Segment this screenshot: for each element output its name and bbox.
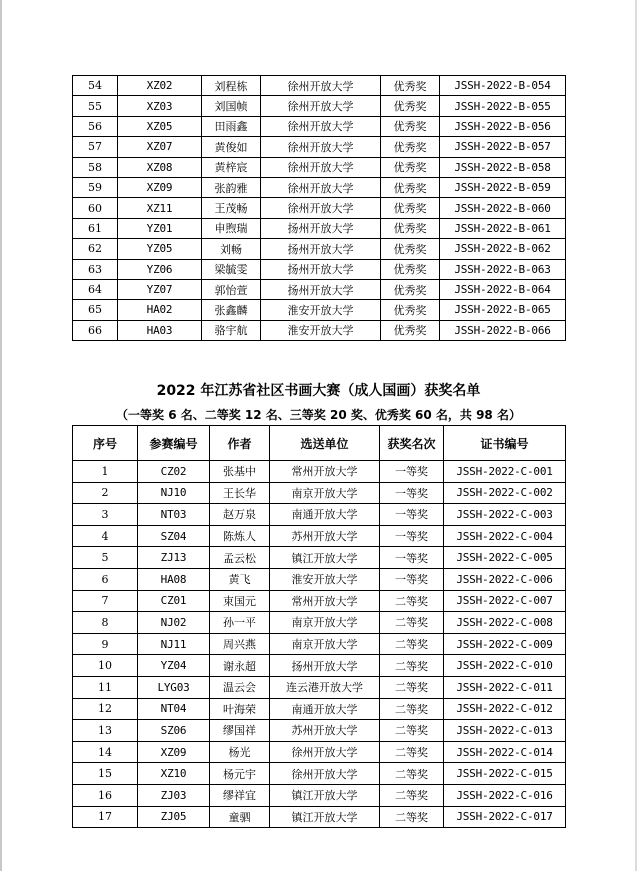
cell-author: 梁毓雯 [202,259,261,279]
cell-certificate: JSSH-2022-C-011 [444,676,566,698]
table-row [73,655,566,677]
cell-serial: 16 [73,784,138,806]
cell-award: 优秀奖 [381,198,440,218]
cell-author: 孟云松 [210,547,270,569]
table-row [73,784,566,806]
cell-author: 杨光 [210,741,270,763]
table-row [73,239,566,259]
cell-award: 二等奖 [380,784,444,806]
cell-unit: 徐州开放大学 [261,116,381,136]
cell-award: 二等奖 [380,590,444,612]
table-row [73,198,566,218]
cell-unit: 南京开放大学 [270,612,380,634]
header-unit: 选送单位 [270,426,380,461]
table-row [73,741,566,763]
cell-author: 张鑫麟 [202,300,261,320]
cell-author: 叶海荣 [210,698,270,720]
cell-unit: 扬州开放大学 [261,239,381,259]
cell-entry-code: NJ02 [138,612,210,634]
cell-unit: 扬州开放大学 [270,655,380,677]
cell-unit: 常州开放大学 [270,590,380,612]
cell-entry-code: XZ10 [138,763,210,785]
awards-table [72,425,566,828]
cell-entry-code: YZ06 [118,259,202,279]
cell-award: 优秀奖 [381,279,440,299]
cell-certificate: JSSH-2022-C-005 [444,547,566,569]
cell-author: 赵万泉 [210,504,270,526]
cell-unit: 连云港开放大学 [270,676,380,698]
cell-serial: 8 [73,612,138,634]
cell-award: 优秀奖 [381,177,440,197]
cell-unit: 南通开放大学 [270,698,380,720]
table-row [73,547,566,569]
cell-unit: 徐州开放大学 [270,741,380,763]
cell-serial: 10 [73,655,138,677]
cell-serial: 58 [73,157,118,177]
cell-entry-code: YZ07 [118,279,202,299]
cell-entry-code: HA02 [118,300,202,320]
header-certificate: 证书编号 [444,426,566,461]
cell-serial: 3 [73,504,138,526]
cell-unit: 南京开放大学 [270,482,380,504]
cell-serial: 2 [73,482,138,504]
table-row [73,137,566,157]
cell-certificate: JSSH-2022-B-054 [440,76,566,96]
table-row [73,482,566,504]
cell-serial: 13 [73,720,138,742]
cell-serial: 6 [73,568,138,590]
cell-award: 一等奖 [380,568,444,590]
table-row [73,76,566,96]
cell-author: 骆宇航 [202,320,261,340]
cell-award: 二等奖 [380,633,444,655]
cell-entry-code: XZ03 [118,96,202,116]
cell-certificate: JSSH-2022-C-006 [444,568,566,590]
cell-author: 杨元宇 [210,763,270,785]
cell-certificate: JSSH-2022-B-065 [440,300,566,320]
cell-award: 二等奖 [380,676,444,698]
cell-serial: 14 [73,741,138,763]
cell-serial: 60 [73,198,118,218]
cell-certificate: JSSH-2022-C-010 [444,655,566,677]
cell-certificate: JSSH-2022-B-058 [440,157,566,177]
cell-award: 优秀奖 [381,239,440,259]
cell-author: 周兴燕 [210,633,270,655]
cell-award: 二等奖 [380,612,444,634]
cell-unit: 南通开放大学 [270,504,380,526]
cell-award: 二等奖 [380,806,444,828]
cell-entry-code: NJ11 [138,633,210,655]
cell-unit: 徐州开放大学 [270,763,380,785]
cell-certificate: JSSH-2022-B-063 [440,259,566,279]
cell-certificate: JSSH-2022-C-012 [444,698,566,720]
table-row [73,568,566,590]
cell-entry-code: XZ11 [118,198,202,218]
cell-award: 二等奖 [380,763,444,785]
cell-award: 一等奖 [380,504,444,526]
cell-unit: 淮安开放大学 [270,568,380,590]
cell-serial: 59 [73,177,118,197]
cell-unit: 常州开放大学 [270,461,380,483]
cell-serial: 54 [73,76,118,96]
cell-author: 孙一平 [210,612,270,634]
cell-certificate: JSSH-2022-B-061 [440,218,566,238]
cell-award: 优秀奖 [381,300,440,320]
cell-certificate: JSSH-2022-C-016 [444,784,566,806]
cell-unit: 徐州开放大学 [261,177,381,197]
cell-unit: 扬州开放大学 [261,218,381,238]
table-row [73,461,566,483]
cell-serial: 17 [73,806,138,828]
cell-unit: 南京开放大学 [270,633,380,655]
cell-entry-code: HA08 [138,568,210,590]
cell-certificate: JSSH-2022-C-009 [444,633,566,655]
cell-certificate: JSSH-2022-C-007 [444,590,566,612]
cell-award: 二等奖 [380,720,444,742]
table-row [73,806,566,828]
cell-certificate: JSSH-2022-C-017 [444,806,566,828]
cell-author: 黄俊如 [202,137,261,157]
cell-author: 刘国帧 [202,96,261,116]
section-subtitle: （一等奖 6 名、二等奖 12 名、三等奖 20 奖、优秀奖 60 名，共 98 名） [116,408,521,422]
table-row [73,157,566,177]
cell-serial: 57 [73,137,118,157]
cell-unit: 徐州开放大学 [261,157,381,177]
cell-author: 缪祥宜 [210,784,270,806]
cell-entry-code: SZ06 [138,720,210,742]
header-entry-code: 参赛编号 [138,426,210,461]
cell-serial: 66 [73,320,118,340]
cell-unit: 扬州开放大学 [261,279,381,299]
cell-author: 陈炼人 [210,525,270,547]
cell-entry-code: CZ02 [138,461,210,483]
cell-award: 优秀奖 [381,218,440,238]
cell-certificate: JSSH-2022-C-001 [444,461,566,483]
table-row [73,763,566,785]
cell-entry-code: CZ01 [138,590,210,612]
cell-author: 张韵雅 [202,177,261,197]
cell-author: 刘程栋 [202,76,261,96]
cell-certificate: JSSH-2022-C-002 [444,482,566,504]
header-award: 获奖名次 [380,426,444,461]
cell-certificate: JSSH-2022-B-064 [440,279,566,299]
cell-award: 二等奖 [380,698,444,720]
table-row [73,698,566,720]
cell-unit: 徐州开放大学 [261,137,381,157]
cell-author: 束国元 [210,590,270,612]
cell-certificate: JSSH-2022-B-066 [440,320,566,340]
cell-entry-code: XZ08 [118,157,202,177]
cell-certificate: JSSH-2022-C-008 [444,612,566,634]
cell-author: 黄梓宸 [202,157,261,177]
cell-certificate: JSSH-2022-B-060 [440,198,566,218]
table-row [73,218,566,238]
cell-serial: 63 [73,259,118,279]
cell-certificate: JSSH-2022-C-015 [444,763,566,785]
cell-entry-code: ZJ03 [138,784,210,806]
cell-author: 王长华 [210,482,270,504]
table-row [73,279,566,299]
table-row [73,720,566,742]
cell-entry-code: XZ09 [118,177,202,197]
cell-entry-code: NJ10 [138,482,210,504]
cell-serial: 55 [73,96,118,116]
cell-certificate: JSSH-2022-B-057 [440,137,566,157]
cell-entry-code: XZ02 [118,76,202,96]
cell-award: 优秀奖 [381,137,440,157]
section-title: 2022 年江苏省社区书画大赛（成人国画）获奖名单 [156,383,481,399]
cell-serial: 64 [73,279,118,299]
cell-serial: 15 [73,763,138,785]
cell-unit: 镇江开放大学 [270,806,380,828]
cell-unit: 镇江开放大学 [270,784,380,806]
cell-entry-code: XZ07 [118,137,202,157]
cell-award: 优秀奖 [381,76,440,96]
cell-certificate: JSSH-2022-C-013 [444,720,566,742]
cell-certificate: JSSH-2022-C-003 [444,504,566,526]
cell-award: 优秀奖 [381,96,440,116]
cell-entry-code: ZJ05 [138,806,210,828]
cell-unit: 苏州开放大学 [270,720,380,742]
cell-entry-code: YZ05 [118,239,202,259]
cell-unit: 镇江开放大学 [270,547,380,569]
cell-serial: 5 [73,547,138,569]
cell-author: 温云会 [210,676,270,698]
cell-unit: 淮安开放大学 [261,300,381,320]
page-edge [0,0,2,871]
cell-unit: 淮安开放大学 [261,320,381,340]
cell-award: 二等奖 [380,741,444,763]
cell-author: 申煦瑞 [202,218,261,238]
table-row [73,259,566,279]
cell-author: 童驷 [210,806,270,828]
table-row [73,525,566,547]
cell-unit: 徐州开放大学 [261,198,381,218]
header-author: 作者 [210,426,270,461]
cell-serial: 4 [73,525,138,547]
cell-entry-code: XZ05 [118,116,202,136]
cell-unit: 徐州开放大学 [261,96,381,116]
header-serial: 序号 [73,426,138,461]
table-row [73,612,566,634]
cell-entry-code: ZJ13 [138,547,210,569]
table-row [73,633,566,655]
cell-entry-code: YZ04 [138,655,210,677]
cell-award: 一等奖 [380,482,444,504]
cell-certificate: JSSH-2022-C-004 [444,525,566,547]
cell-award: 优秀奖 [381,259,440,279]
cell-unit: 徐州开放大学 [261,76,381,96]
cell-serial: 9 [73,633,138,655]
awards-table-continued-body [73,76,566,341]
cell-unit: 扬州开放大学 [261,259,381,279]
cell-award: 优秀奖 [381,157,440,177]
cell-author: 黄飞 [210,568,270,590]
cell-entry-code: SZ04 [138,525,210,547]
cell-entry-code: NT03 [138,504,210,526]
awards-table-body [73,461,566,828]
cell-certificate: JSSH-2022-B-059 [440,177,566,197]
cell-author: 缪国祥 [210,720,270,742]
table-row [73,590,566,612]
cell-certificate: JSSH-2022-B-056 [440,116,566,136]
cell-author: 郭怡萱 [202,279,261,299]
table-row [73,177,566,197]
cell-serial: 12 [73,698,138,720]
cell-serial: 7 [73,590,138,612]
cell-award: 优秀奖 [381,320,440,340]
cell-award: 一等奖 [380,525,444,547]
table-row [73,116,566,136]
table-row [73,504,566,526]
cell-entry-code: YZ01 [118,218,202,238]
cell-award: 优秀奖 [381,116,440,136]
cell-award: 一等奖 [380,547,444,569]
cell-entry-code: XZ09 [138,741,210,763]
table-row [73,300,566,320]
cell-certificate: JSSH-2022-B-062 [440,239,566,259]
cell-award: 一等奖 [380,461,444,483]
cell-entry-code: LYG03 [138,676,210,698]
cell-serial: 11 [73,676,138,698]
cell-author: 王茂畅 [202,198,261,218]
cell-unit: 苏州开放大学 [270,525,380,547]
cell-entry-code: NT04 [138,698,210,720]
cell-author: 谢永超 [210,655,270,677]
cell-serial: 61 [73,218,118,238]
cell-author: 田雨鑫 [202,116,261,136]
cell-serial: 65 [73,300,118,320]
cell-certificate: JSSH-2022-B-055 [440,96,566,116]
awards-table-continued [72,75,566,341]
cell-serial: 1 [73,461,138,483]
cell-serial: 62 [73,239,118,259]
cell-award: 二等奖 [380,655,444,677]
cell-serial: 56 [73,116,118,136]
cell-entry-code: HA03 [118,320,202,340]
table-header-row [73,426,566,461]
cell-author: 张基中 [210,461,270,483]
table-row [73,676,566,698]
cell-author: 刘畅 [202,239,261,259]
cell-certificate: JSSH-2022-C-014 [444,741,566,763]
table-row [73,96,566,116]
table-row [73,320,566,340]
